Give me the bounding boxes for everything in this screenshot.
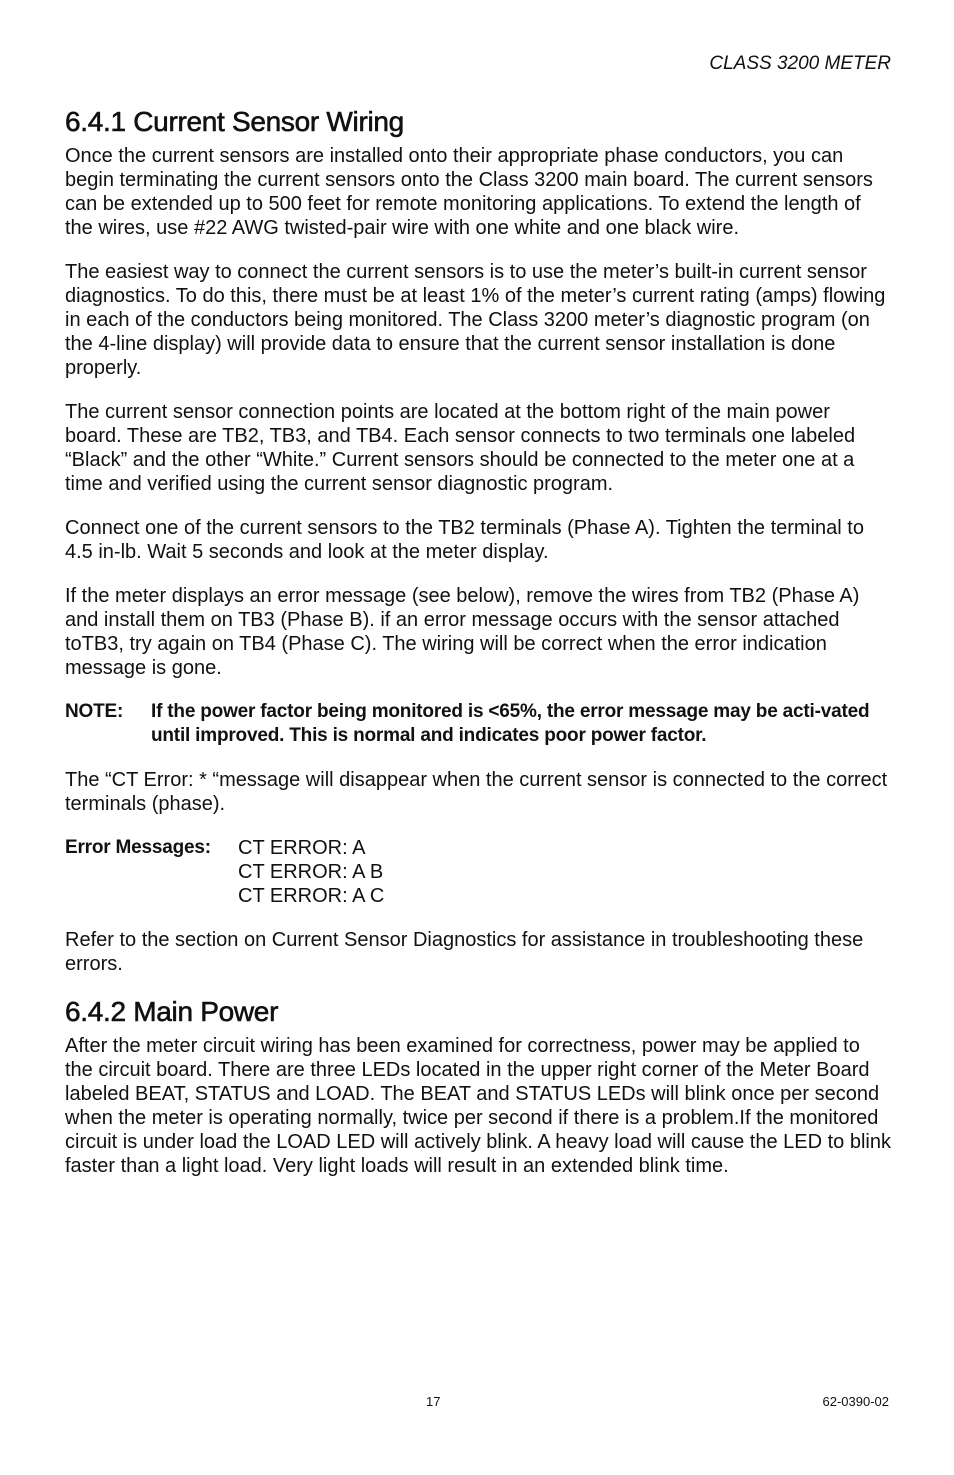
document-number: 62-0390-02 [822, 1394, 889, 1409]
note-label: NOTE: [65, 701, 124, 722]
error-messages-label: Error Messages: [65, 837, 211, 858]
paragraph: After the meter circuit wiring has been examined for correctness, power may be applied to the circuit board. There are three LEDs located in the upper right corner of the Meter Board labeled BEAT, STATUS and LOAD. The BEAT and STATUS LEDs will blink once per second when the meter is operating normally, twice per second if there is a problem.If the monitored circuit is under load the LOAD LED will actively blink. A heavy load will cause the LED to blink faster than a light load. Very light loads will result in an extended blink time. [65, 1035, 891, 1177]
paragraph: Refer to the section on Current Sensor Diagnostics for assistance in troubleshooting these errors. [65, 929, 864, 975]
note-text: If the power factor being monitored is <65%, the error message may be acti-vated until improved. This is normal and indicates poor power factor. [151, 701, 870, 746]
error-message-item: CT ERROR: A C [238, 885, 385, 907]
error-messages-list [238, 836, 384, 908]
section-heading-main-power: 6.4.2 Main Power [65, 996, 279, 1027]
paragraph: Connect one of the current sensors to the TB2 terminals (Phase A). Tighten the terminal to 4.5 in-lb. Wait 5 seconds and look at the meter display. [65, 517, 864, 563]
paragraph: If the meter displays an error message (see below), remove the wires from TB2 (Phase A) and install them on TB3 (Phase B). if an error message occurs with the sensor attached toTB3, try again on TB4 (Phase C). The wiring will be correct when the error indication message is gone. [65, 585, 860, 679]
error-messages-block [65, 836, 891, 908]
section-heading-current-sensor-wiring: 6.4.1 Current Sensor Wiring [65, 106, 404, 137]
paragraph: Once the current sensors are installed onto their appropriate phase conductors, you can begin terminating the current sensors onto the Class 3200 main board. The current sensors can be extended up to 500 feet for remote monitoring applications. To extend the length of the wires, use #22 AWG twisted-pair wire with one white and one black wire. [65, 145, 873, 239]
page-number: 17 [426, 1394, 441, 1409]
error-message-item: CT ERROR: A B [238, 861, 384, 883]
paragraph: The current sensor connection points are located at the bottom right of the main power board. These are TB2, TB3, and TB4. Each sensor connects to two terminals one labeled “Black” and the other “White.” Current sensors should be connected to the meter one at a time and verified using the current sensor diagnostic program. [65, 401, 856, 495]
note-block [65, 700, 891, 748]
paragraph: The “CT Error: * “message will disappear when the current sensor is connected to the correct terminals (phase). [65, 769, 888, 815]
page-content [65, 106, 891, 1198]
paragraph: The easiest way to connect the current sensors is to use the meter’s built-in current sensor diagnostics. To do this, there must be at least 1% of the meter’s current rating (amps) flowing in each of the conductors being monitored. The Class 3200 meter’s diagnostic program (on the 4-line display) will provide data to ensure that the current sensor installation is done properly. [65, 261, 886, 379]
error-message-item: CT ERROR: A [238, 837, 366, 859]
running-header: CLASS 3200 METER [709, 53, 891, 74]
